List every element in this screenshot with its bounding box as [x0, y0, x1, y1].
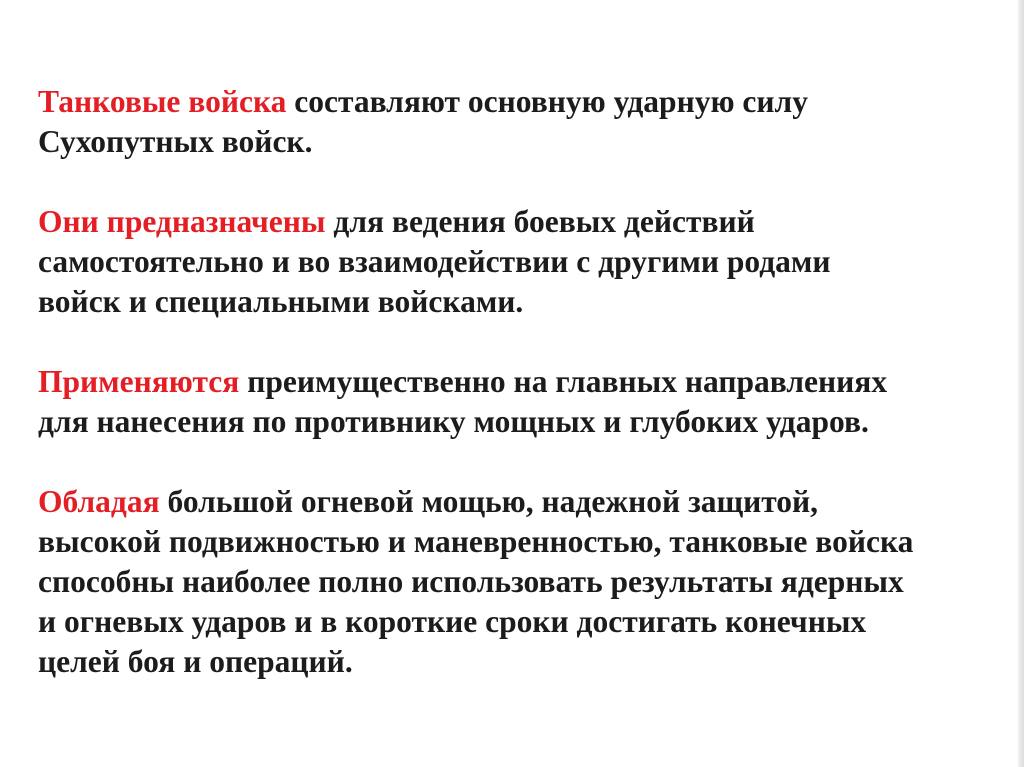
paragraph-application [38, 362, 998, 442]
paragraph-text: составляют основную ударную силу [286, 84, 808, 119]
paragraph-lead: Применяются [38, 364, 240, 399]
paragraph-lead: Обладая [38, 484, 160, 519]
paragraph-line: Сухопутных войск. [38, 124, 313, 159]
paragraph-line: целей боя и операций. [38, 644, 353, 679]
paragraph-text: преимущественно на главных направлениях [239, 364, 888, 399]
paragraph-line: войск и специальными войсками. [38, 284, 524, 319]
paragraph-tank-forces [38, 82, 998, 162]
paragraph-lead: Они предназначены [38, 204, 326, 239]
paragraph-line [38, 482, 998, 522]
paragraph-line: способны наиболее полно использовать результаты ядерных [38, 564, 904, 599]
paragraph-purpose [38, 202, 998, 322]
paragraph-line: для нанесения по противнику мощных и глубоких ударов. [38, 404, 869, 439]
paragraph-line: высокой подвижностью и маневренностью, танковые войска [38, 524, 914, 559]
slide-body-text [38, 82, 998, 682]
paragraph-line [38, 362, 998, 402]
paragraph-line: и огневых ударов и в короткие сроки достигать конечных [38, 604, 867, 639]
paragraph-text: для ведения боевых действий [325, 204, 755, 239]
slide-edge-shadow [1018, 0, 1024, 767]
paragraph-capabilities [38, 482, 998, 682]
paragraph-line: самостоятельно и во взаимодействии с другими родами [38, 244, 831, 279]
paragraph-text: большой огневой мощью, надежной защитой, [159, 484, 819, 519]
paragraph-line [38, 82, 998, 122]
paragraph-lead: Танковые войска [38, 84, 287, 119]
paragraph-line [38, 202, 998, 242]
